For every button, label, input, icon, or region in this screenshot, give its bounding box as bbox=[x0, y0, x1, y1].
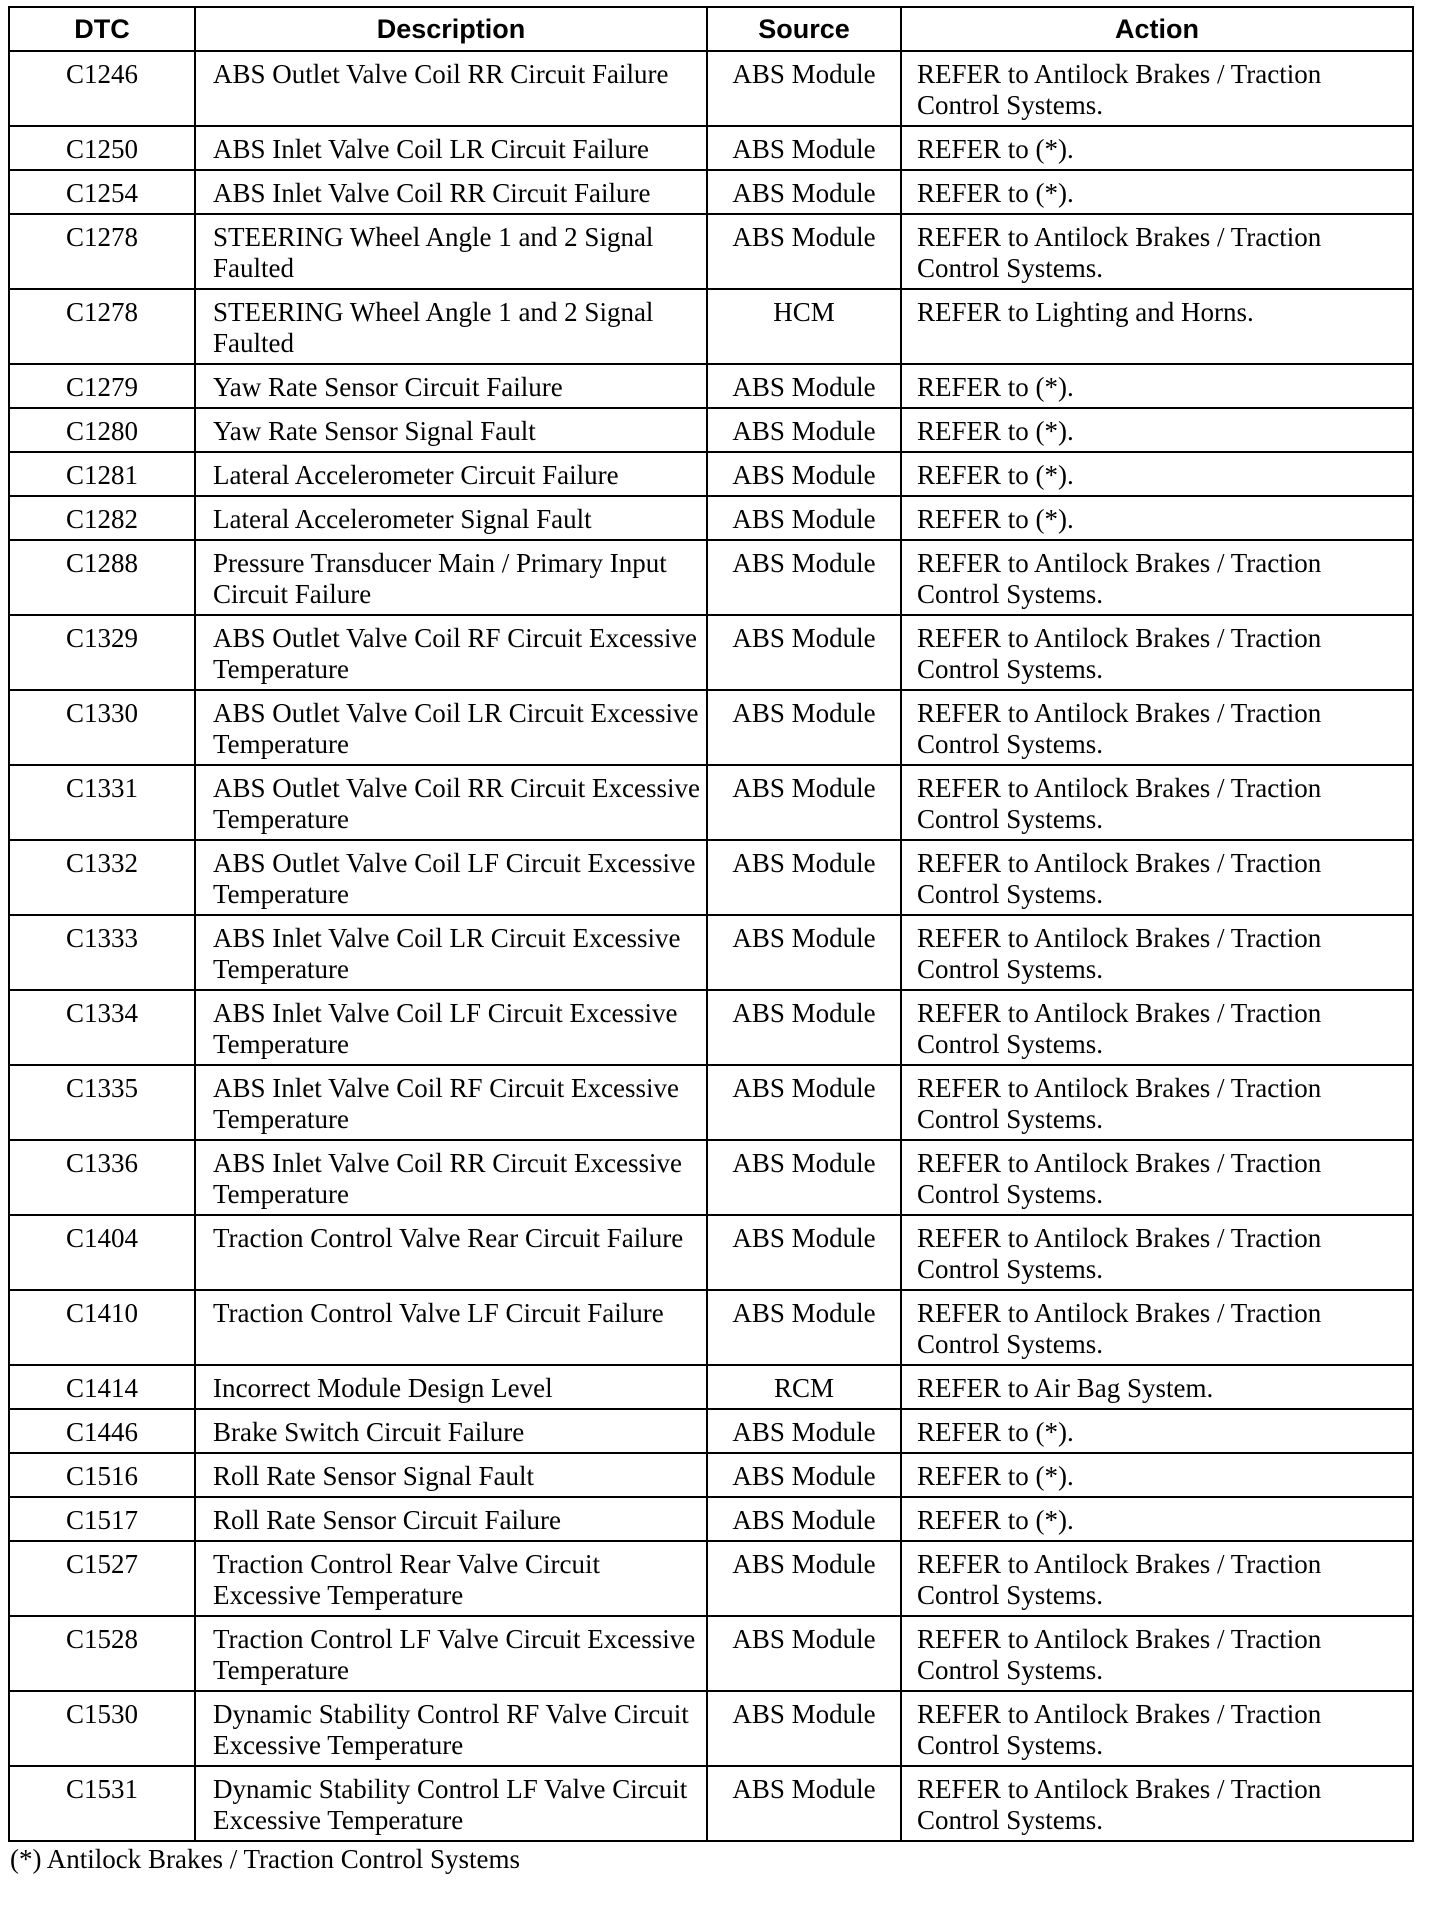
dtc-code: C1329 bbox=[9, 615, 195, 690]
dtc-action: REFER to Antilock Brakes / Traction Control Systems. bbox=[901, 1290, 1413, 1365]
dtc-source: HCM bbox=[707, 289, 901, 364]
table-row bbox=[9, 1616, 1413, 1691]
dtc-action: REFER to Lighting and Horns. bbox=[901, 289, 1413, 364]
dtc-description: Traction Control Rear Valve Circuit Excessive Temperature bbox=[195, 1541, 707, 1616]
dtc-source: ABS Module bbox=[707, 540, 901, 615]
dtc-action: REFER to Antilock Brakes / Traction Control Systems. bbox=[901, 1140, 1413, 1215]
dtc-code: C1414 bbox=[9, 1365, 195, 1409]
table-body bbox=[9, 51, 1413, 1841]
dtc-action: REFER to Antilock Brakes / Traction Control Systems. bbox=[901, 214, 1413, 289]
dtc-code: C1250 bbox=[9, 126, 195, 170]
dtc-action: REFER to Antilock Brakes / Traction Control Systems. bbox=[901, 990, 1413, 1065]
dtc-code: C1528 bbox=[9, 1616, 195, 1691]
table-row bbox=[9, 170, 1413, 214]
dtc-description: Dynamic Stability Control LF Valve Circuit Excessive Temperature bbox=[195, 1766, 707, 1841]
table-row bbox=[9, 1290, 1413, 1365]
table-header bbox=[9, 7, 1413, 51]
dtc-action: REFER to Antilock Brakes / Traction Control Systems. bbox=[901, 51, 1413, 126]
header-row bbox=[9, 7, 1413, 51]
dtc-source: ABS Module bbox=[707, 1453, 901, 1497]
dtc-action: REFER to Antilock Brakes / Traction Control Systems. bbox=[901, 690, 1413, 765]
dtc-description: Brake Switch Circuit Failure bbox=[195, 1409, 707, 1453]
dtc-code: C1279 bbox=[9, 364, 195, 408]
dtc-description: Incorrect Module Design Level bbox=[195, 1365, 707, 1409]
table-row bbox=[9, 540, 1413, 615]
table-row bbox=[9, 1541, 1413, 1616]
table-row bbox=[9, 214, 1413, 289]
table-row bbox=[9, 126, 1413, 170]
dtc-code: C1282 bbox=[9, 496, 195, 540]
table-row bbox=[9, 1766, 1413, 1841]
dtc-source: ABS Module bbox=[707, 496, 901, 540]
dtc-source: ABS Module bbox=[707, 1290, 901, 1365]
dtc-code: C1531 bbox=[9, 1766, 195, 1841]
dtc-description: Pressure Transducer Main / Primary Input Circuit Failure bbox=[195, 540, 707, 615]
dtc-description: ABS Outlet Valve Coil LF Circuit Excessive Temperature bbox=[195, 840, 707, 915]
dtc-action: REFER to (*). bbox=[901, 1453, 1413, 1497]
dtc-action: REFER to (*). bbox=[901, 364, 1413, 408]
table-row bbox=[9, 1215, 1413, 1290]
dtc-description: Traction Control Valve Rear Circuit Failure bbox=[195, 1215, 707, 1290]
dtc-description: ABS Inlet Valve Coil RR Circuit Failure bbox=[195, 170, 707, 214]
header-dtc: DTC bbox=[9, 7, 195, 51]
dtc-description: Dynamic Stability Control RF Valve Circuit Excessive Temperature bbox=[195, 1691, 707, 1766]
dtc-action: REFER to (*). bbox=[901, 1497, 1413, 1541]
table-row bbox=[9, 915, 1413, 990]
dtc-source: ABS Module bbox=[707, 1215, 901, 1290]
dtc-action: REFER to Antilock Brakes / Traction Control Systems. bbox=[901, 1541, 1413, 1616]
dtc-action: REFER to (*). bbox=[901, 408, 1413, 452]
dtc-action: REFER to Antilock Brakes / Traction Control Systems. bbox=[901, 1766, 1413, 1841]
dtc-source: ABS Module bbox=[707, 1497, 901, 1541]
dtc-code: C1288 bbox=[9, 540, 195, 615]
dtc-source: ABS Module bbox=[707, 1541, 901, 1616]
dtc-action: REFER to Antilock Brakes / Traction Control Systems. bbox=[901, 615, 1413, 690]
footnote: (*) Antilock Brakes / Traction Control Systems bbox=[10, 1844, 520, 1874]
dtc-source: ABS Module bbox=[707, 915, 901, 990]
dtc-action: REFER to Antilock Brakes / Traction Control Systems. bbox=[901, 1616, 1413, 1691]
dtc-code: C1278 bbox=[9, 289, 195, 364]
dtc-source: ABS Module bbox=[707, 1065, 901, 1140]
header-source: Source bbox=[707, 7, 901, 51]
table-row bbox=[9, 289, 1413, 364]
table-row bbox=[9, 840, 1413, 915]
dtc-source: RCM bbox=[707, 1365, 901, 1409]
dtc-code: C1246 bbox=[9, 51, 195, 126]
dtc-action: REFER to Antilock Brakes / Traction Control Systems. bbox=[901, 765, 1413, 840]
dtc-description: Lateral Accelerometer Circuit Failure bbox=[195, 452, 707, 496]
header-action: Action bbox=[901, 7, 1413, 51]
dtc-code: C1254 bbox=[9, 170, 195, 214]
dtc-description: ABS Inlet Valve Coil RR Circuit Excessive Temperature bbox=[195, 1140, 707, 1215]
dtc-code: C1446 bbox=[9, 1409, 195, 1453]
table-row bbox=[9, 452, 1413, 496]
dtc-description: STEERING Wheel Angle 1 and 2 Signal Faulted bbox=[195, 289, 707, 364]
dtc-code: C1281 bbox=[9, 452, 195, 496]
table-row bbox=[9, 1409, 1413, 1453]
table-row bbox=[9, 1453, 1413, 1497]
dtc-description: ABS Inlet Valve Coil LR Circuit Excessive Temperature bbox=[195, 915, 707, 990]
dtc-source: ABS Module bbox=[707, 765, 901, 840]
dtc-action: REFER to Antilock Brakes / Traction Control Systems. bbox=[901, 540, 1413, 615]
table-row bbox=[9, 990, 1413, 1065]
dtc-action: REFER to Antilock Brakes / Traction Control Systems. bbox=[901, 1691, 1413, 1766]
table-row bbox=[9, 1065, 1413, 1140]
dtc-description: Roll Rate Sensor Signal Fault bbox=[195, 1453, 707, 1497]
dtc-description: Traction Control LF Valve Circuit Excessive Temperature bbox=[195, 1616, 707, 1691]
table-row bbox=[9, 364, 1413, 408]
dtc-source: ABS Module bbox=[707, 1766, 901, 1841]
dtc-source: ABS Module bbox=[707, 840, 901, 915]
dtc-description: Yaw Rate Sensor Circuit Failure bbox=[195, 364, 707, 408]
dtc-description: ABS Outlet Valve Coil RR Circuit Excessive Temperature bbox=[195, 765, 707, 840]
dtc-source: ABS Module bbox=[707, 1691, 901, 1766]
dtc-source: ABS Module bbox=[707, 364, 901, 408]
dtc-source: ABS Module bbox=[707, 690, 901, 765]
dtc-code: C1331 bbox=[9, 765, 195, 840]
dtc-source: ABS Module bbox=[707, 126, 901, 170]
dtc-action: REFER to Air Bag System. bbox=[901, 1365, 1413, 1409]
dtc-source: ABS Module bbox=[707, 51, 901, 126]
dtc-description: ABS Outlet Valve Coil RR Circuit Failure bbox=[195, 51, 707, 126]
dtc-source: ABS Module bbox=[707, 615, 901, 690]
dtc-action: REFER to (*). bbox=[901, 170, 1413, 214]
dtc-table bbox=[8, 6, 1414, 1842]
dtc-action: REFER to Antilock Brakes / Traction Control Systems. bbox=[901, 1215, 1413, 1290]
dtc-action: REFER to Antilock Brakes / Traction Control Systems. bbox=[901, 1065, 1413, 1140]
table-row bbox=[9, 615, 1413, 690]
dtc-description: ABS Outlet Valve Coil RF Circuit Excessive Temperature bbox=[195, 615, 707, 690]
dtc-action: REFER to (*). bbox=[901, 496, 1413, 540]
dtc-code: C1335 bbox=[9, 1065, 195, 1140]
dtc-code: C1333 bbox=[9, 915, 195, 990]
dtc-description: Roll Rate Sensor Circuit Failure bbox=[195, 1497, 707, 1541]
dtc-source: ABS Module bbox=[707, 990, 901, 1065]
dtc-source: ABS Module bbox=[707, 1140, 901, 1215]
dtc-code: C1332 bbox=[9, 840, 195, 915]
dtc-description: ABS Inlet Valve Coil LR Circuit Failure bbox=[195, 126, 707, 170]
dtc-source: ABS Module bbox=[707, 1616, 901, 1691]
table-row bbox=[9, 765, 1413, 840]
dtc-action: REFER to (*). bbox=[901, 1409, 1413, 1453]
table-row bbox=[9, 1365, 1413, 1409]
dtc-code: C1330 bbox=[9, 690, 195, 765]
table-row bbox=[9, 690, 1413, 765]
table-row bbox=[9, 1140, 1413, 1215]
dtc-source: ABS Module bbox=[707, 408, 901, 452]
dtc-action: REFER to (*). bbox=[901, 126, 1413, 170]
dtc-description: STEERING Wheel Angle 1 and 2 Signal Faulted bbox=[195, 214, 707, 289]
dtc-description: Traction Control Valve LF Circuit Failure bbox=[195, 1290, 707, 1365]
dtc-code: C1527 bbox=[9, 1541, 195, 1616]
header-description: Description bbox=[195, 7, 707, 51]
dtc-code: C1517 bbox=[9, 1497, 195, 1541]
table-row bbox=[9, 408, 1413, 452]
dtc-code: C1280 bbox=[9, 408, 195, 452]
dtc-description: ABS Inlet Valve Coil RF Circuit Excessive Temperature bbox=[195, 1065, 707, 1140]
dtc-code: C1410 bbox=[9, 1290, 195, 1365]
dtc-source: ABS Module bbox=[707, 214, 901, 289]
table-row bbox=[9, 496, 1413, 540]
dtc-description: ABS Outlet Valve Coil LR Circuit Excessive Temperature bbox=[195, 690, 707, 765]
dtc-code: C1278 bbox=[9, 214, 195, 289]
dtc-source: ABS Module bbox=[707, 1409, 901, 1453]
dtc-code: C1334 bbox=[9, 990, 195, 1065]
dtc-source: ABS Module bbox=[707, 452, 901, 496]
dtc-code: C1336 bbox=[9, 1140, 195, 1215]
table-row bbox=[9, 1497, 1413, 1541]
dtc-code: C1530 bbox=[9, 1691, 195, 1766]
dtc-action: REFER to (*). bbox=[901, 452, 1413, 496]
dtc-action: REFER to Antilock Brakes / Traction Control Systems. bbox=[901, 840, 1413, 915]
table-row bbox=[9, 1691, 1413, 1766]
dtc-action: REFER to Antilock Brakes / Traction Control Systems. bbox=[901, 915, 1413, 990]
dtc-code: C1516 bbox=[9, 1453, 195, 1497]
dtc-description: Lateral Accelerometer Signal Fault bbox=[195, 496, 707, 540]
dtc-description: ABS Inlet Valve Coil LF Circuit Excessive Temperature bbox=[195, 990, 707, 1065]
table-row bbox=[9, 51, 1413, 126]
dtc-source: ABS Module bbox=[707, 170, 901, 214]
dtc-description: Yaw Rate Sensor Signal Fault bbox=[195, 408, 707, 452]
dtc-code: C1404 bbox=[9, 1215, 195, 1290]
